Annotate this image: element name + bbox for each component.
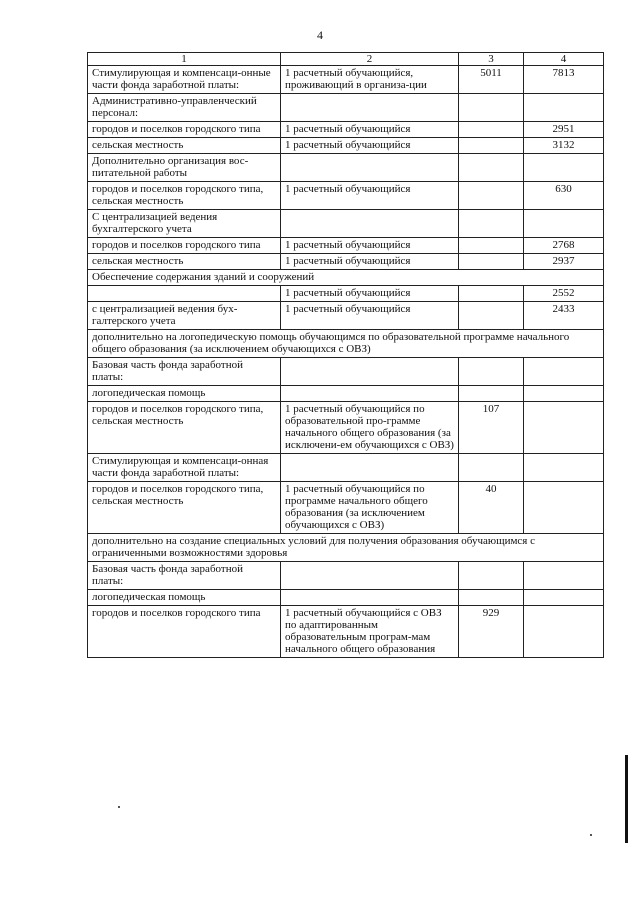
value-cell-col4: 2768 — [524, 238, 604, 254]
category-cell: городов и поселков городского типа, сельская местность — [88, 482, 281, 534]
category-cell: Базовая часть фонда заработной платы: — [88, 562, 281, 590]
norms-table — [87, 52, 604, 658]
value-cell-col3 — [459, 386, 524, 402]
category-cell: городов и поселков городского типа — [88, 606, 281, 658]
unit-cell: 1 расчетный обучающийся — [281, 182, 459, 210]
value-cell-col4: 2937 — [524, 254, 604, 270]
table-row — [88, 402, 604, 454]
unit-cell — [281, 590, 459, 606]
header-cell: 1 — [88, 53, 281, 66]
category-cell: Дополнительно организация вос-питательной работы — [88, 154, 281, 182]
value-cell-col3 — [459, 94, 524, 122]
value-cell-col4 — [524, 606, 604, 658]
category-cell: логопедическая помощь — [88, 590, 281, 606]
unit-cell: 1 расчетный обучающийся — [281, 254, 459, 270]
unit-cell — [281, 454, 459, 482]
table-row — [88, 454, 604, 482]
value-cell-col3 — [459, 302, 524, 330]
value-cell-col3 — [459, 590, 524, 606]
value-cell-col3 — [459, 562, 524, 590]
margin-bar-mark — [625, 755, 628, 843]
section-heading-cell: дополнительно на логопедическую помощь обучающимся по образовательной программе начального общего образования (за исключением обучающихся с ОВЗ) — [88, 330, 604, 358]
table-row — [88, 94, 604, 122]
value-cell-col4 — [524, 402, 604, 454]
table-row — [88, 358, 604, 386]
table-row — [88, 606, 604, 658]
unit-cell: 1 расчетный обучающийся по образовательной про-грамме начального общего образования (за исключени-ем обучающихся с ОВЗ) — [281, 402, 459, 454]
table-row — [88, 302, 604, 330]
value-cell-col4 — [524, 590, 604, 606]
category-cell: сельская местность — [88, 138, 281, 154]
value-cell-col3: 929 — [459, 606, 524, 658]
table-row — [88, 534, 604, 562]
unit-cell: 1 расчетный обучающийся по программе начального общего образования (за исключением обучающихся с ОВЗ) — [281, 482, 459, 534]
unit-cell: 1 расчетный обучающийся — [281, 122, 459, 138]
value-cell-col4: 2433 — [524, 302, 604, 330]
section-heading-cell: дополнительно на создание специальных условий для получения образования обучающимся с ограниченными возможностями здоровья — [88, 534, 604, 562]
category-cell: Стимулирующая и компенсаци-онная части фонда заработной платы: — [88, 454, 281, 482]
table-row — [88, 562, 604, 590]
unit-cell: 1 расчетный обучающийся — [281, 238, 459, 254]
table-row — [88, 270, 604, 286]
value-cell-col3 — [459, 238, 524, 254]
unit-cell: 1 расчетный обучающийся — [281, 286, 459, 302]
value-cell-col3: 107 — [459, 402, 524, 454]
category-cell: с централизацией ведения бух-галтерского учета — [88, 302, 281, 330]
category-cell: городов и поселков городского типа, сельская местность — [88, 402, 281, 454]
value-cell-col4 — [524, 154, 604, 182]
table-row — [88, 254, 604, 270]
value-cell-col3 — [459, 454, 524, 482]
value-cell-col4 — [524, 482, 604, 534]
table-row — [88, 386, 604, 402]
value-cell-col4: 2552 — [524, 286, 604, 302]
table-row — [88, 482, 604, 534]
category-cell: городов и поселков городского типа — [88, 238, 281, 254]
unit-cell — [281, 210, 459, 238]
unit-cell — [281, 358, 459, 386]
value-cell-col3 — [459, 254, 524, 270]
value-cell-col3 — [459, 210, 524, 238]
category-cell: логопедическая помощь — [88, 386, 281, 402]
scan-dot — [118, 806, 120, 808]
table-row — [88, 182, 604, 210]
unit-cell — [281, 154, 459, 182]
unit-cell — [281, 386, 459, 402]
category-cell: Стимулирующая и компенсаци-онные части фонда заработной платы: — [88, 66, 281, 94]
table-body — [88, 53, 604, 658]
table-row — [88, 210, 604, 238]
value-cell-col4 — [524, 358, 604, 386]
value-cell-col4: 2951 — [524, 122, 604, 138]
table-row — [88, 238, 604, 254]
table-header-row — [88, 53, 604, 66]
page-number: 4 — [317, 28, 323, 42]
category-cell: сельская местность — [88, 254, 281, 270]
category-cell: Административно-управленческий персонал: — [88, 94, 281, 122]
unit-cell — [281, 94, 459, 122]
value-cell-col3 — [459, 122, 524, 138]
table-row — [88, 590, 604, 606]
value-cell-col3: 40 — [459, 482, 524, 534]
category-cell: городов и поселков городского типа, сельская местность — [88, 182, 281, 210]
section-heading-cell: Обеспечение содержания зданий и сооружений — [88, 270, 604, 286]
value-cell-col4 — [524, 210, 604, 238]
unit-cell: 1 расчетный обучающийся с ОВЗ по адаптированным образовательным програм-мам начального общего образования — [281, 606, 459, 658]
value-cell-col3: 5011 — [459, 66, 524, 94]
header-cell: 4 — [524, 53, 604, 66]
value-cell-col4 — [524, 562, 604, 590]
scan-dot — [590, 834, 592, 836]
unit-cell — [281, 562, 459, 590]
value-cell-col4 — [524, 454, 604, 482]
table-row — [88, 154, 604, 182]
value-cell-col4: 630 — [524, 182, 604, 210]
unit-cell: 1 расчетный обучающийся — [281, 302, 459, 330]
header-cell: 2 — [281, 53, 459, 66]
table-row — [88, 330, 604, 358]
category-cell — [88, 286, 281, 302]
table-row — [88, 122, 604, 138]
value-cell-col3 — [459, 286, 524, 302]
table-row — [88, 66, 604, 94]
category-cell: С централизацией ведения бухгалтерского учета — [88, 210, 281, 238]
value-cell-col4: 3132 — [524, 138, 604, 154]
value-cell-col4: 7813 — [524, 66, 604, 94]
table-row — [88, 286, 604, 302]
value-cell-col3 — [459, 154, 524, 182]
unit-cell: 1 расчетный обучающийся, проживающий в организа-ции — [281, 66, 459, 94]
unit-cell: 1 расчетный обучающийся — [281, 138, 459, 154]
value-cell-col4 — [524, 94, 604, 122]
value-cell-col3 — [459, 182, 524, 210]
value-cell-col4 — [524, 386, 604, 402]
category-cell: городов и поселков городского типа — [88, 122, 281, 138]
value-cell-col3 — [459, 358, 524, 386]
table-row — [88, 138, 604, 154]
value-cell-col3 — [459, 138, 524, 154]
category-cell: Базовая часть фонда заработной платы: — [88, 358, 281, 386]
header-cell: 3 — [459, 53, 524, 66]
